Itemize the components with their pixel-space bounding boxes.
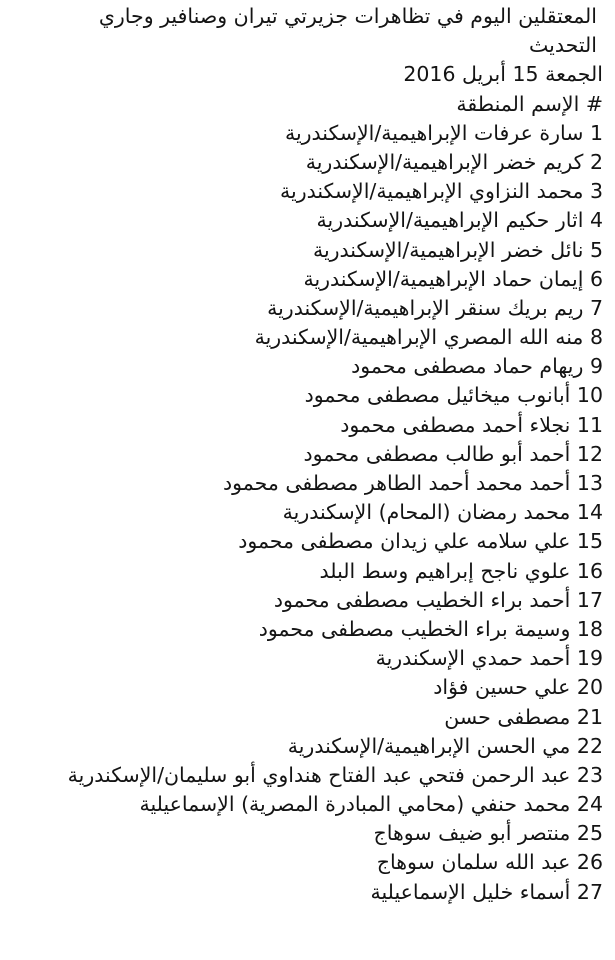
item-number: 15 xyxy=(576,529,603,554)
detainee-name: أسماء خليل xyxy=(472,879,571,904)
list-item xyxy=(3,148,603,177)
detainee-name: ريهام حماد xyxy=(493,354,584,379)
detainee-rows xyxy=(3,119,603,907)
detainee-location: وسط البلد xyxy=(319,558,409,583)
detainee-name: علي حسين xyxy=(475,675,571,700)
item-number: 12 xyxy=(576,441,603,466)
detainee-name: أبانوب ميخائيل xyxy=(446,383,571,408)
item-number: 24 xyxy=(576,792,603,817)
detainee-location: الإسكندرية xyxy=(282,500,373,525)
detainee-location: مصطفى محمود xyxy=(303,441,439,466)
list-item xyxy=(3,119,603,148)
item-number: 21 xyxy=(576,704,603,729)
item-number: 3 xyxy=(589,179,603,204)
detainee-location: الإبراهيمية/الإسكندرية xyxy=(280,179,463,204)
list-item xyxy=(3,790,603,819)
detainee-location: مصطفى محمود xyxy=(304,383,441,408)
item-number: 1 xyxy=(589,120,603,145)
detainee-location: الإبراهيمية/الإسكندرية xyxy=(312,237,496,262)
detainee-name: محمد النزاوي xyxy=(469,179,584,204)
item-number: 27 xyxy=(576,879,603,904)
detainee-location: فؤاد xyxy=(433,675,469,700)
list-item xyxy=(3,586,603,615)
detainee-name: علوي ناجح إبراهيم xyxy=(414,558,571,583)
detainee-location: مصطفى محمود xyxy=(351,354,487,379)
item-number: 7 xyxy=(589,295,603,320)
list-item xyxy=(3,352,603,381)
detainee-name: اثار حكيم xyxy=(505,208,584,233)
detainee-name: مي الحسن xyxy=(476,733,571,758)
item-number: 13 xyxy=(576,471,603,495)
detainee-location: الإبراهيمية/الإسكندرية xyxy=(254,325,438,350)
list-item xyxy=(3,703,603,732)
list-item xyxy=(3,615,603,644)
list-item xyxy=(3,323,603,352)
detainee-location: الإبراهيمية/الإسكندرية xyxy=(316,208,499,233)
detainee-location: الإسكندرية xyxy=(375,646,466,671)
detainee-name: أحمد حمدي xyxy=(471,646,571,671)
detainee-name: مصطفى حسن xyxy=(444,704,571,729)
list-item xyxy=(3,440,603,469)
detainee-name: منه الله المصري xyxy=(443,325,584,350)
detainee-location: سوهاج xyxy=(373,821,432,846)
detainee-name: محمد حنفي (محامي المبادرة المصرية) xyxy=(241,792,571,817)
detainee-name: أحمد براء الخطيب xyxy=(415,587,571,612)
detainee-location: الإبراهيمية/الإسكندرية xyxy=(287,733,471,758)
detainee-name: أحمد أبو طالب xyxy=(445,441,571,466)
item-number: 9 xyxy=(589,354,603,379)
list-item xyxy=(3,236,603,265)
detainee-location: الإبراهيمية/الإسكندرية xyxy=(303,266,486,291)
item-number: 14 xyxy=(576,500,603,525)
item-number: 6 xyxy=(589,266,603,291)
item-number: 23 xyxy=(576,762,603,787)
detainee-name: عبد الرحمن فتحي عبد الفتاح هنداوي xyxy=(262,762,571,787)
list-item xyxy=(3,673,603,702)
item-number: 10 xyxy=(576,383,603,408)
item-number: 25 xyxy=(576,821,603,846)
detainee-location: الإسماعيلية xyxy=(139,792,235,817)
list-item xyxy=(3,732,603,761)
detainee-location: مصطفى محمود xyxy=(258,616,395,641)
detainee-name: محمد رمضان (المحام) xyxy=(378,500,571,525)
item-number: 11 xyxy=(576,412,603,437)
item-number: 18 xyxy=(576,616,603,641)
list-item xyxy=(3,878,603,907)
item-number: 16 xyxy=(576,558,603,583)
list-item xyxy=(3,644,603,673)
document-title-line-1: المعتقلين اليوم في تظاهرات جزيرتي تيران وصنافير وجاري xyxy=(98,4,597,28)
detainee-name: نائل خضر xyxy=(501,237,584,262)
detainee-location: مصطفى محمود xyxy=(273,587,410,612)
detainee-name: ريم بريك سنقر xyxy=(456,295,584,320)
list-item xyxy=(3,206,603,235)
list-item xyxy=(3,761,603,790)
detainee-name: سارة عرفات xyxy=(473,120,584,145)
list-item xyxy=(3,294,603,323)
detainee-name: علي سلامه علي زيدان xyxy=(380,529,571,554)
detainee-location: الإبراهيمية/الإسكندرية xyxy=(267,295,450,320)
detainee-location: مصطفى محمود xyxy=(340,412,476,437)
detainee-name: وسيمة براء الخطيب xyxy=(400,616,571,641)
item-number: 5 xyxy=(589,237,603,262)
detainee-name: عبد الله سلمان xyxy=(441,850,571,875)
detainee-location: الإسماعيلية xyxy=(370,879,466,904)
detainee-location: مصطفى محمود xyxy=(238,529,374,554)
list-item xyxy=(3,265,603,294)
detainee-location: أبو سليمان/الإسكندرية xyxy=(67,762,256,787)
detainee-list-document xyxy=(3,2,603,907)
item-number: 17 xyxy=(576,587,603,612)
detainee-location: مصطفى محمود xyxy=(223,471,359,495)
list-item xyxy=(3,177,603,206)
detainee-location: الإبراهيمية/الإسكندرية xyxy=(284,120,468,145)
list-item xyxy=(3,557,603,586)
item-number: 26 xyxy=(576,850,603,875)
detainee-name: إيمان حماد xyxy=(492,266,584,291)
list-item xyxy=(3,848,603,877)
detainee-name: منتصر أبو ضيف xyxy=(438,821,571,846)
item-number: 4 xyxy=(589,208,603,233)
item-number: 20 xyxy=(576,675,603,700)
detainee-name: كريم خضر xyxy=(494,149,584,174)
detainee-location: الإبراهيمية/الإسكندرية xyxy=(305,149,489,174)
detainee-name: أحمد محمد أحمد الطاهر xyxy=(364,471,571,495)
document-date: الجمعة 15 أبريل 2016 xyxy=(403,62,603,87)
list-item xyxy=(3,819,603,848)
list-item xyxy=(3,498,603,527)
list-item xyxy=(3,469,603,498)
item-number: 22 xyxy=(576,733,603,758)
detainee-name: نجلاء أحمد xyxy=(482,412,571,437)
item-number: 2 xyxy=(589,149,603,174)
detainee-location: سوهاج xyxy=(376,850,435,875)
document-title-line-2: التحديث xyxy=(529,33,597,58)
item-number: 8 xyxy=(589,325,603,350)
list-item xyxy=(3,411,603,440)
column-headers: # الإسم المنطقة xyxy=(456,91,603,116)
list-item xyxy=(3,381,603,410)
list-item xyxy=(3,527,603,556)
item-number: 19 xyxy=(576,646,603,671)
